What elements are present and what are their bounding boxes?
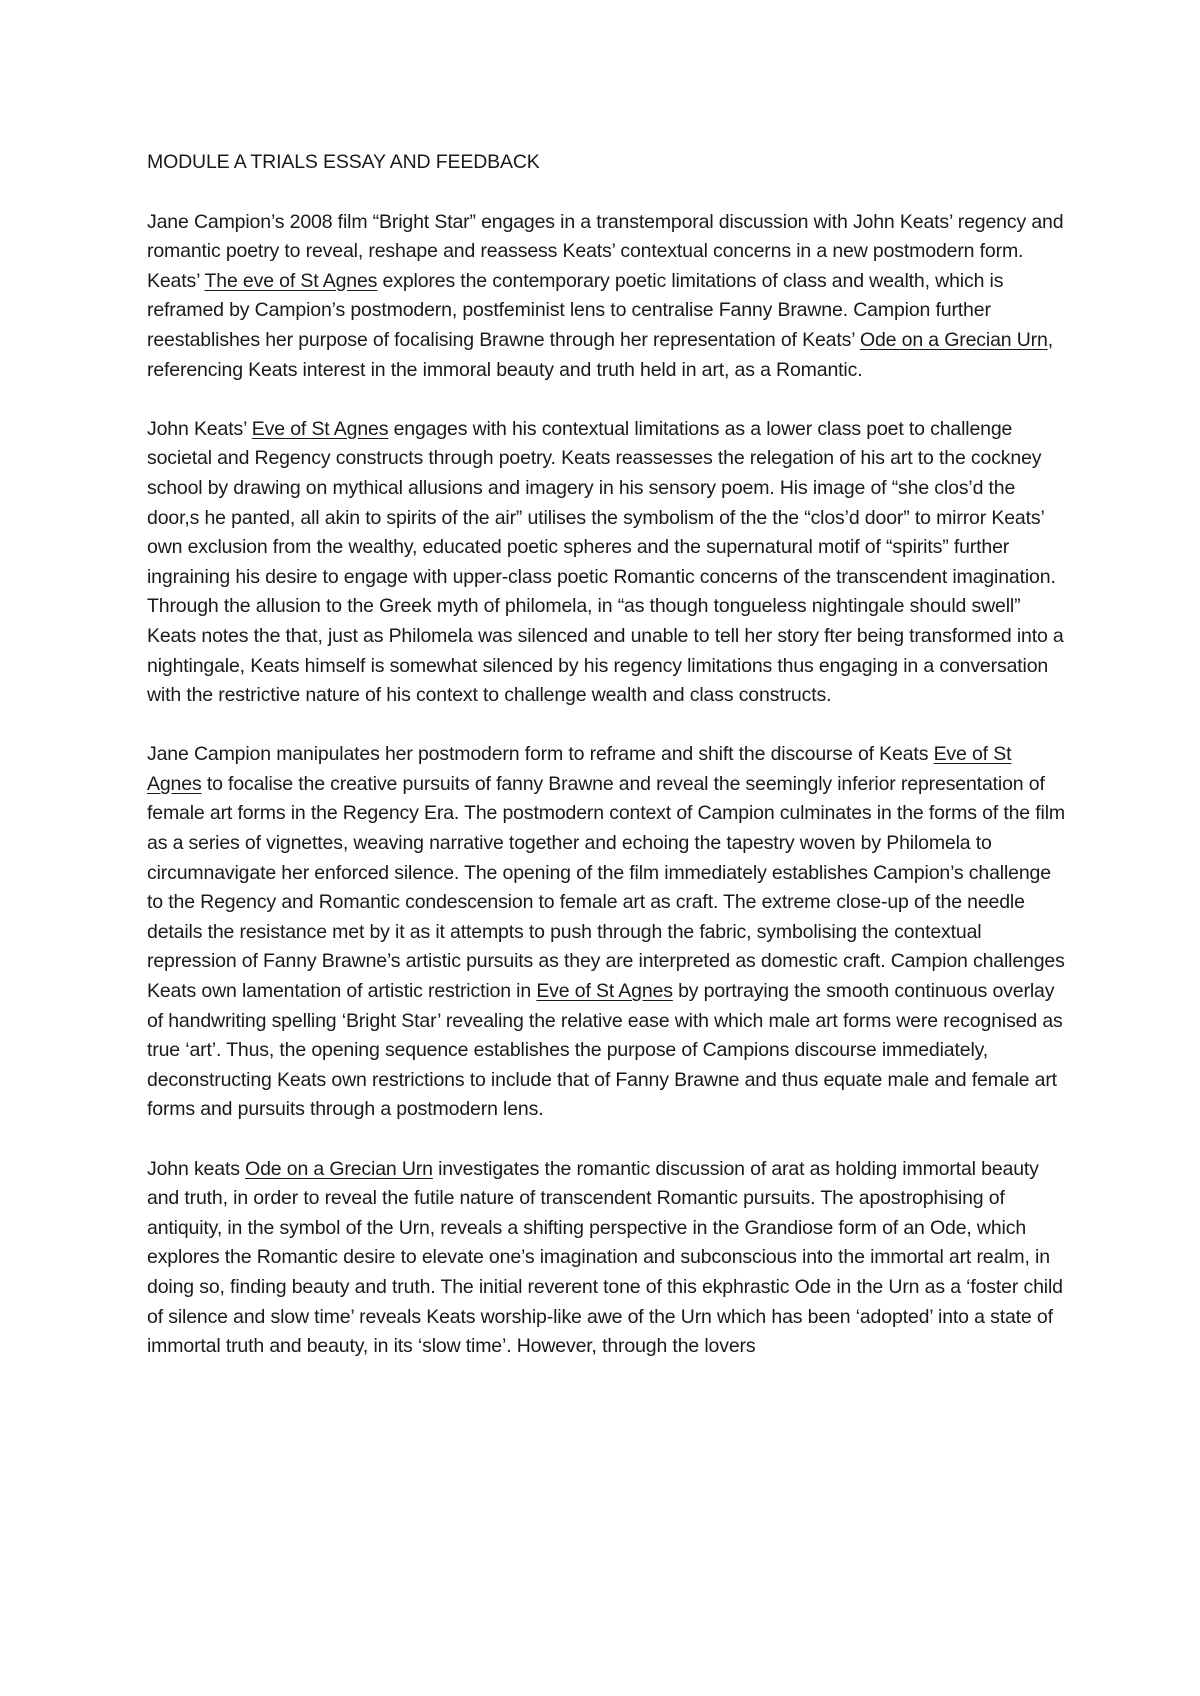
paragraph-text: investigates the romantic discussion of arat as holding immortal beauty and truth, in order to reveal the futile nature of transcendent Romantic pursuits. The apostrophising of antiquity, in the symbol of the Urn, reveals a shifting perspective in the Grandiose form of an Ode, which explores the Romantic desire to elevate one’s imagination and subconscious into the immortal art realm, in doing so, finding beauty and truth. The initial reverent tone of this ekphrastic Ode in the Urn as a ‘foster child of silence and slow time’ reveals Keats worship-like awe of the Urn which has been ‘adopted’ into a state of immortal truth and beauty, in its ‘slow time’. However, through the lovers (147, 1157, 1063, 1358)
paragraph-text: to focalise the creative pursuits of fanny Brawne and reveal the seemingly inferior representation of female art forms in the Regency Era. The postmodern context of Campion culminates in the forms of the film as a series of vignettes, weaving narrative together and echoing the tapestry woven by Philomela to circumnavigate her enforced silence. The opening of the film immediately establishes Campion’s challenge to the Regency and Romantic condescension to female art as craft. The extreme close-up of the needle details the resistance met by it as it attempts to push through the fabric, symbolising the contextual repression of Fanny Brawne’s artistic pursuits as they are interpreted as domestic craft. Campion challenges Keats own lamentation of artistic restriction in (147, 772, 1065, 1003)
paragraph-text: John Keats’ (147, 417, 252, 440)
underlined-title: Eve of St Agnes (251, 417, 389, 440)
underlined-title: Ode on a Grecian Urn (859, 328, 1048, 351)
paragraph-text: engages with his contextual limitations as a lower class poet to challenge societal and Regency constructs through poetry. Keats reassesses the relegation of his art to the cockney school by drawing on mythical allusions and imagery in his sensory poem. His image of “she clos’d the door,s he panted, all akin to spirits of the air” utilises the symbolism of the the “clos’d door” to mirror Keats’ own exclusion from the wealthy, educated poetic spheres and the supernatural motif of “spirits” further ingraining his desire to engage with upper-class poetic Romantic concerns of the transcendent imagination. Through the allusion to the Greek myth of philomela, in “as though tongueless nightingale should swell” Keats notes the that, just as Philomela was silenced and unable to tell her story fter being transformed into a nightingale, Keats himself is somewhat silenced by his regency limitations thus engaging in a conversation with the restrictive nature of his context to challenge wealth and class constructs. (147, 417, 1064, 707)
underlined-title: Eve of St Agnes (147, 743, 1012, 795)
paragraph-text: , referencing Keats interest in the immoral beauty and truth held in art, as a Romantic. (147, 328, 1053, 381)
essay-body (147, 148, 1067, 1391)
paragraph-container (147, 208, 1067, 1362)
underlined-title: Eve of St Agnes (536, 980, 673, 1003)
paragraph-text: John keats (147, 1157, 246, 1180)
paragraph-text: explores the contemporary poetic limitations of class and wealth, which is reframed by Campion’s postmodern, postfeminist lens to centralise Fanny Brawne. Campion further reestablishes her purpose of focalising Brawne through her representation of Keats’ (147, 269, 1004, 351)
essay-paragraph (147, 740, 1067, 1125)
underlined-title: The eve of St Agnes (204, 269, 378, 292)
document-title: MODULE A TRIALS ESSAY AND FEEDBACK (147, 151, 540, 173)
essay-paragraph (147, 208, 1067, 386)
paragraph-text: Jane Campion manipulates her postmodern form to reframe and shift the discourse of Keats (147, 743, 934, 766)
essay-paragraph (147, 415, 1067, 711)
underlined-title: Ode on a Grecian Urn (245, 1157, 433, 1180)
paragraph-text: Jane Campion’s 2008 film “Bright Star” engages in a transtemporal discussion with John Keats’ regency and romantic poetry to reveal, reshape and reassess Keats’ contextual concerns in a new postmodern form. Keats’ (147, 210, 1064, 292)
essay-paragraph (147, 1155, 1067, 1362)
paragraph-text: by portraying the smooth continuous overlay of handwriting spelling ‘Bright Star’ revealing the relative ease with which male art forms were recognised as true ‘art’. Thus, the opening sequence establishes the purpose of Campions discourse immediately, deconstructing Keats own restrictions to include that of Fanny Brawne and thus equate male and female art forms and pursuits through a postmodern lens. (147, 980, 1063, 1121)
